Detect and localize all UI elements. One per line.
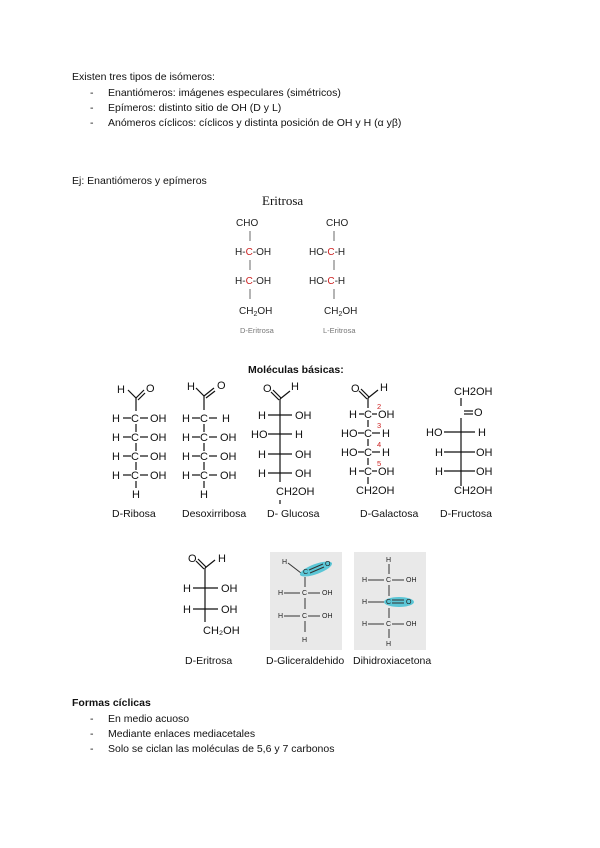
l-eritrosa-c2: HO-C-H — [309, 247, 346, 258]
svg-text:H: H — [112, 413, 120, 425]
desoxirribosa-structure — [178, 378, 248, 502]
svg-text:H: H — [182, 432, 190, 444]
svg-text:H: H — [200, 489, 208, 501]
svg-text:O: O — [474, 407, 483, 419]
svg-text:HO: HO — [341, 447, 358, 459]
svg-text:2: 2 — [377, 402, 382, 411]
svg-text:OH: OH — [221, 604, 238, 616]
svg-text:OH: OH — [295, 449, 312, 461]
svg-text:CH2OH: CH2OH — [454, 485, 493, 497]
svg-text:H: H — [478, 427, 486, 439]
svg-text:O: O — [217, 380, 226, 392]
svg-text:H: H — [282, 559, 288, 566]
svg-text:C: C — [200, 451, 208, 463]
svg-text:H: H — [222, 413, 230, 425]
svg-text:H: H — [386, 557, 392, 564]
svg-text:C: C — [364, 428, 372, 440]
svg-text:H: H — [182, 451, 190, 463]
glucosa-ch2oh — [272, 482, 322, 500]
svg-text:C: C — [303, 569, 309, 576]
caption-glucosa: D- Glucosa — [267, 508, 320, 520]
svg-text:C: C — [200, 432, 208, 444]
svg-text:OH: OH — [476, 447, 493, 459]
svg-text:C: C — [131, 432, 139, 444]
caption-gliceraldehido: D-Gliceraldehido — [266, 655, 345, 667]
svg-text:H: H — [382, 447, 390, 459]
svg-text:3: 3 — [377, 421, 382, 430]
ribosa-structure — [108, 378, 178, 502]
svg-text:H: H — [258, 449, 266, 461]
svg-text:4: 4 — [377, 440, 382, 449]
svg-text:H: H — [183, 583, 191, 595]
svg-text:C: C — [386, 621, 392, 628]
svg-text:OH: OH — [322, 590, 333, 597]
svg-text:CH2OH: CH2OH — [454, 386, 493, 398]
fructosa-structure — [423, 382, 503, 502]
l-eritrosa-label: L-Eritrosa — [323, 326, 356, 335]
svg-text:OH: OH — [150, 470, 167, 482]
basic-heading: Moléculas básicas: — [248, 364, 344, 376]
svg-text:OH: OH — [295, 410, 312, 422]
list-item: - Mediante enlaces mediacetales — [88, 727, 334, 742]
svg-text:C: C — [200, 470, 208, 482]
svg-text:C: C — [200, 413, 208, 425]
svg-text:O: O — [263, 383, 272, 395]
svg-text:5: 5 — [377, 459, 382, 468]
svg-text:OH: OH — [150, 413, 167, 425]
d-eritrosa-cho: CHO — [236, 218, 259, 229]
svg-text:H: H — [302, 637, 308, 644]
svg-text:H: H — [349, 466, 357, 478]
svg-text:H: H — [112, 432, 120, 444]
d-eritrosa-label: D-Eritrosa — [240, 326, 274, 335]
svg-text:H: H — [182, 413, 190, 425]
svg-text:H: H — [117, 384, 125, 396]
svg-text:HO: HO — [341, 428, 358, 440]
svg-text:OH: OH — [378, 466, 395, 478]
svg-text:OH: OH — [406, 577, 417, 584]
caption-desoxirribosa: Desoxirribosa — [182, 508, 247, 520]
svg-text:C: C — [302, 590, 308, 597]
gliceraldehido-structure — [270, 552, 342, 650]
d-eritrosa-ch2oh: $CH_2OH$ — [239, 306, 273, 318]
svg-text:H: H — [291, 381, 299, 393]
svg-text:H: H — [362, 621, 368, 628]
eritrosa-structure — [178, 548, 248, 640]
list-item: - En medio acuoso — [88, 712, 334, 727]
svg-text:OH: OH — [220, 432, 237, 444]
d-eritrosa-c3: H-C-OH — [235, 276, 272, 287]
svg-text:O: O — [188, 553, 197, 565]
caption-dihidroxiacetona: Dihidroxiacetona — [353, 655, 432, 667]
caption-ribosa: D-Ribosa — [112, 508, 156, 520]
svg-text:OH: OH — [220, 451, 237, 463]
svg-text:C: C — [386, 577, 392, 584]
svg-text:C: C — [131, 451, 139, 463]
svg-text:H: H — [218, 553, 226, 565]
svg-text:H: H — [258, 468, 266, 480]
list-item: - Anómeros cíclicos: cíclicos y distinta posición de OH y H (α yβ) — [88, 116, 401, 131]
svg-text:OH: OH — [476, 466, 493, 478]
caption-eritrosa: D-Eritrosa — [185, 655, 233, 667]
dihidroxiacetona-structure — [354, 552, 426, 650]
svg-text:OH: OH — [322, 613, 333, 620]
svg-text:H: H — [362, 599, 368, 606]
eritrosa-title: Eritrosa — [262, 193, 304, 208]
svg-text:C: C — [131, 413, 139, 425]
svg-text:C: C — [364, 409, 372, 421]
svg-text:H: H — [112, 451, 120, 463]
svg-text:H: H — [183, 604, 191, 616]
svg-text:CH2OH: CH2OH — [276, 486, 315, 498]
list-item: - Epímeros: distinto sitio de OH (D y L) — [88, 101, 401, 116]
svg-text:H: H — [295, 429, 303, 441]
svg-text:H: H — [278, 613, 284, 620]
l-eritrosa-c3: HO-C-H — [309, 276, 346, 287]
svg-text:OH: OH — [220, 470, 237, 482]
example-heading: Ej: Enantiómeros y epímeros — [72, 175, 207, 187]
caption-fructosa: D-Fructosa — [440, 508, 492, 520]
svg-text:H: H — [435, 466, 443, 478]
svg-text:H: H — [362, 577, 368, 584]
svg-text:H: H — [258, 410, 266, 422]
cyclic-heading: Formas cíclicas — [72, 697, 151, 709]
svg-text:OH: OH — [150, 451, 167, 463]
svg-text:OH: OH — [221, 583, 238, 595]
svg-text:H: H — [182, 470, 190, 482]
svg-text:H: H — [382, 428, 390, 440]
svg-text:HO: HO — [251, 429, 268, 441]
svg-text:C: C — [302, 613, 308, 620]
svg-text:C: C — [364, 466, 372, 478]
svg-text:H: H — [132, 489, 140, 501]
svg-text:H: H — [112, 470, 120, 482]
svg-text:O: O — [146, 383, 155, 395]
isomer-types-list — [88, 86, 401, 131]
svg-text:O: O — [325, 561, 331, 568]
svg-text:H: H — [435, 447, 443, 459]
svg-text:OH: OH — [378, 409, 395, 421]
svg-text:H: H — [187, 381, 195, 393]
svg-text:H: H — [380, 382, 388, 394]
caption-galactosa: D-Galactosa — [360, 508, 419, 520]
svg-text:C: C — [386, 599, 392, 606]
list-item: - Solo se ciclan las moléculas de 5,6 y 7 carbonos — [88, 742, 334, 757]
svg-text:HO: HO — [426, 427, 443, 439]
svg-text:CH₂OH: CH₂OH — [203, 625, 240, 637]
l-eritrosa-cho: CHO — [326, 218, 349, 229]
galactosa-structure — [340, 378, 410, 502]
svg-text:H: H — [349, 409, 357, 421]
list-item: - Enantiómeros: imágenes especulares (simétricos) — [88, 86, 401, 101]
svg-text:O: O — [406, 599, 412, 606]
l-eritrosa-ch2oh: $CH_2OH$ — [324, 306, 358, 318]
cyclic-list — [88, 712, 334, 757]
eritrosa-figure — [225, 212, 385, 336]
svg-text:OH: OH — [150, 432, 167, 444]
d-eritrosa-c2: H-C-OH — [235, 247, 272, 258]
svg-text:OH: OH — [295, 468, 312, 480]
svg-text:C: C — [364, 447, 372, 459]
svg-text:H: H — [278, 590, 284, 597]
svg-text:O: O — [351, 383, 360, 395]
svg-text:H: H — [386, 641, 392, 648]
svg-text:C: C — [131, 470, 139, 482]
svg-text:OH: OH — [406, 621, 417, 628]
intro-heading: Existen tres tipos de isómeros: — [72, 71, 215, 83]
svg-text:CH2OH: CH2OH — [356, 485, 395, 497]
